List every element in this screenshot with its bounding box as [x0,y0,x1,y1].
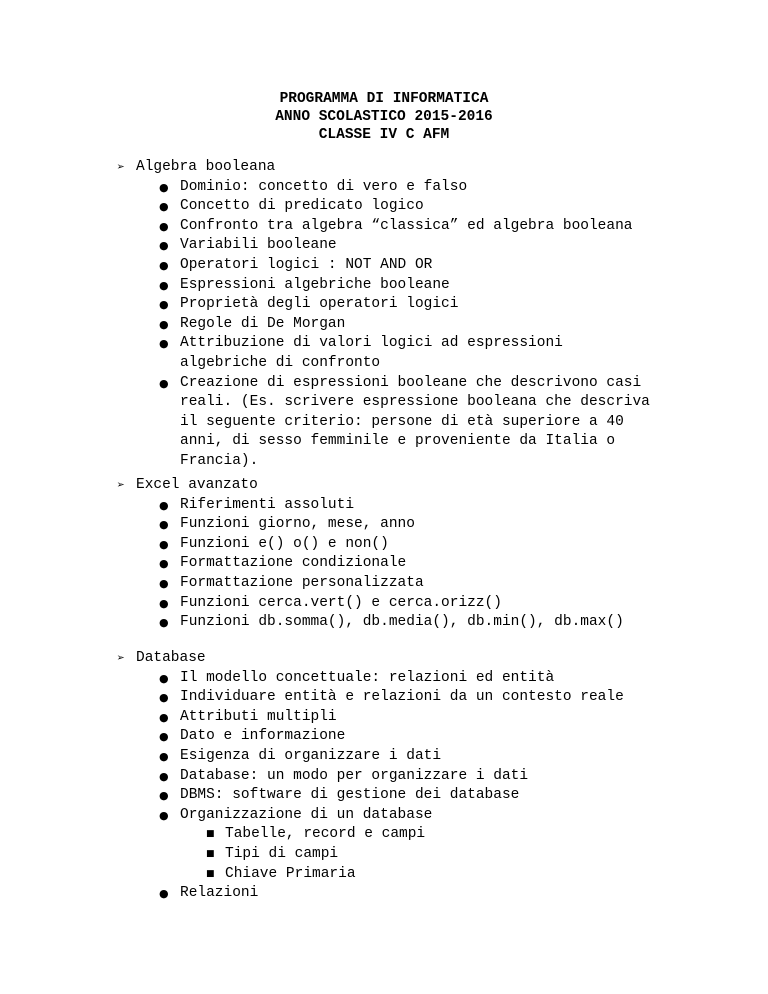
list-item-text: Concetto di predicato logico [180,198,424,215]
round-bullet-icon: ● [159,887,169,901]
section-heading [117,476,677,496]
round-bullet-icon: ● [159,239,169,253]
list-item-text: DBMS: software di gestione dei database [180,787,520,804]
list-item-text-line: reali. (Es. scrivere espressione booleana che descriva [180,394,650,411]
list-item-text: Operatori logici : NOT AND OR [180,256,433,273]
round-bullet-icon: ● [159,616,169,630]
section-item-list [117,669,677,904]
section-database [117,649,677,904]
list-item-text: Formattazione condizionale [180,555,407,572]
round-bullet-icon: ● [159,671,169,685]
list-item-text-line: algebriche di confronto [180,354,381,371]
title-line-3: CLASSE IV C AFM [318,127,450,143]
list-item [117,727,677,747]
sub-list-item [117,865,677,885]
list-item [117,786,677,806]
list-item-text: Formattazione personalizzata [180,574,424,591]
round-bullet-icon: ● [159,518,169,532]
list-item-text: Riferimenti assoluti [180,496,355,513]
round-bullet-icon: ● [159,498,169,512]
list-item-text: Funzioni giorno, mese, anno [180,516,415,533]
section-excel-avanzato [117,476,677,633]
round-bullet-icon: ● [159,749,169,763]
section-heading [117,649,677,669]
list-item-text: Dominio: concetto di vero e falso [180,178,468,195]
list-item-text: Esigenza di organizzare i dati [180,747,442,764]
section-algebra-booleana [117,158,677,472]
round-bullet-icon: ● [159,769,169,783]
list-item [117,217,677,237]
section-heading [117,158,677,178]
list-item [117,806,677,884]
round-bullet-icon: ● [159,557,169,571]
section-heading-text: Algebra booleana [136,159,276,175]
round-bullet-icon: ● [159,180,169,194]
list-item [117,688,677,708]
round-bullet-icon: ● [159,596,169,610]
list-item [117,515,677,535]
arrowhead-bullet-icon: ➢ [117,478,125,493]
round-bullet-icon: ● [159,730,169,744]
section-heading-text: Database [136,650,206,666]
list-item [117,276,677,296]
round-bullet-icon: ● [159,691,169,705]
round-bullet-icon: ● [159,278,169,292]
document-title [0,90,768,144]
round-bullet-icon: ● [159,219,169,233]
arrowhead-bullet-icon: ➢ [117,160,125,175]
round-bullet-icon: ● [159,808,169,822]
list-item-text: Proprietà degli operatori logici [180,296,459,313]
sub-item-list [117,825,677,884]
list-item [117,669,677,689]
sub-list-item-text: Tipi di campi [225,845,339,862]
round-bullet-icon: ● [159,710,169,724]
title-line-2: ANNO SCOLASTICO 2015-2016 [275,109,493,125]
list-item [117,334,677,373]
list-item [117,747,677,767]
round-bullet-icon: ● [159,576,169,590]
list-item [117,767,677,787]
list-item [117,574,677,594]
list-item-text-line: anni, di sesso femminile e proveniente da Italia o [180,433,616,450]
list-item [117,613,677,633]
list-item-text: Confronto tra algebra “classica” ed algebra booleana [180,217,633,234]
list-item-text: Individuare entità e relazioni da un contesto reale [180,689,624,706]
sub-list-item [117,825,677,845]
list-item [117,374,677,472]
square-bullet-icon: ■ [206,868,215,879]
list-item-text: Database: un modo per organizzare i dati [180,767,529,784]
sub-list-item [117,845,677,865]
title-line-1: PROGRAMMA DI INFORMATICA [279,91,489,107]
list-item-text: Funzioni db.somma(), db.media(), db.min(), db.max() [180,614,624,631]
sub-list-item-text: Tabelle, record e campi [225,826,426,843]
round-bullet-icon: ● [159,376,169,390]
list-item-text: Variabili booleane [180,237,337,254]
list-item-text-line: Creazione di espressioni booleane che descrivono casi [180,374,642,391]
list-item [117,236,677,256]
list-item [117,535,677,555]
round-bullet-icon: ● [159,789,169,803]
list-item-text: Funzioni cerca.vert() e cerca.orizz() [180,594,502,611]
square-bullet-icon: ■ [206,848,215,859]
list-item [117,554,677,574]
list-item-text: Dato e informazione [180,728,346,745]
round-bullet-icon: ● [159,337,169,351]
list-item-text-line: Francia). [180,452,259,469]
section-item-list [117,496,677,633]
list-item [117,884,677,904]
list-item-text: Il modello concettuale: relazioni ed entità [180,669,555,686]
list-item-text: Organizzazione di un database [180,806,433,823]
list-item [117,178,677,198]
list-item-text: Espressioni algebriche booleane [180,276,450,293]
list-item-text: Attributi multipli [180,708,337,725]
sub-list-item-text: Chiave Primaria [225,865,356,882]
round-bullet-icon: ● [159,200,169,214]
round-bullet-icon: ● [159,258,169,272]
section-item-list [117,178,677,472]
round-bullet-icon: ● [159,317,169,331]
list-item [117,496,677,516]
section-heading-text: Excel avanzato [136,477,258,493]
list-item [117,197,677,217]
list-item [117,256,677,276]
list-item [117,315,677,335]
list-item-text: Funzioni e() o() e non() [180,535,389,552]
arrowhead-bullet-icon: ➢ [117,651,125,666]
round-bullet-icon: ● [159,298,169,312]
square-bullet-icon: ■ [206,829,215,840]
round-bullet-icon: ● [159,537,169,551]
list-item [117,594,677,614]
list-item [117,295,677,315]
list-item-text: Relazioni [180,885,259,902]
list-item-text: Regole di De Morgan [180,315,346,332]
list-item [117,708,677,728]
list-item-text-line: Attribuzione di valori logici ad espressioni [180,335,563,352]
list-item-text-line: il seguente criterio: persone di età superiore a 40 [180,413,624,430]
